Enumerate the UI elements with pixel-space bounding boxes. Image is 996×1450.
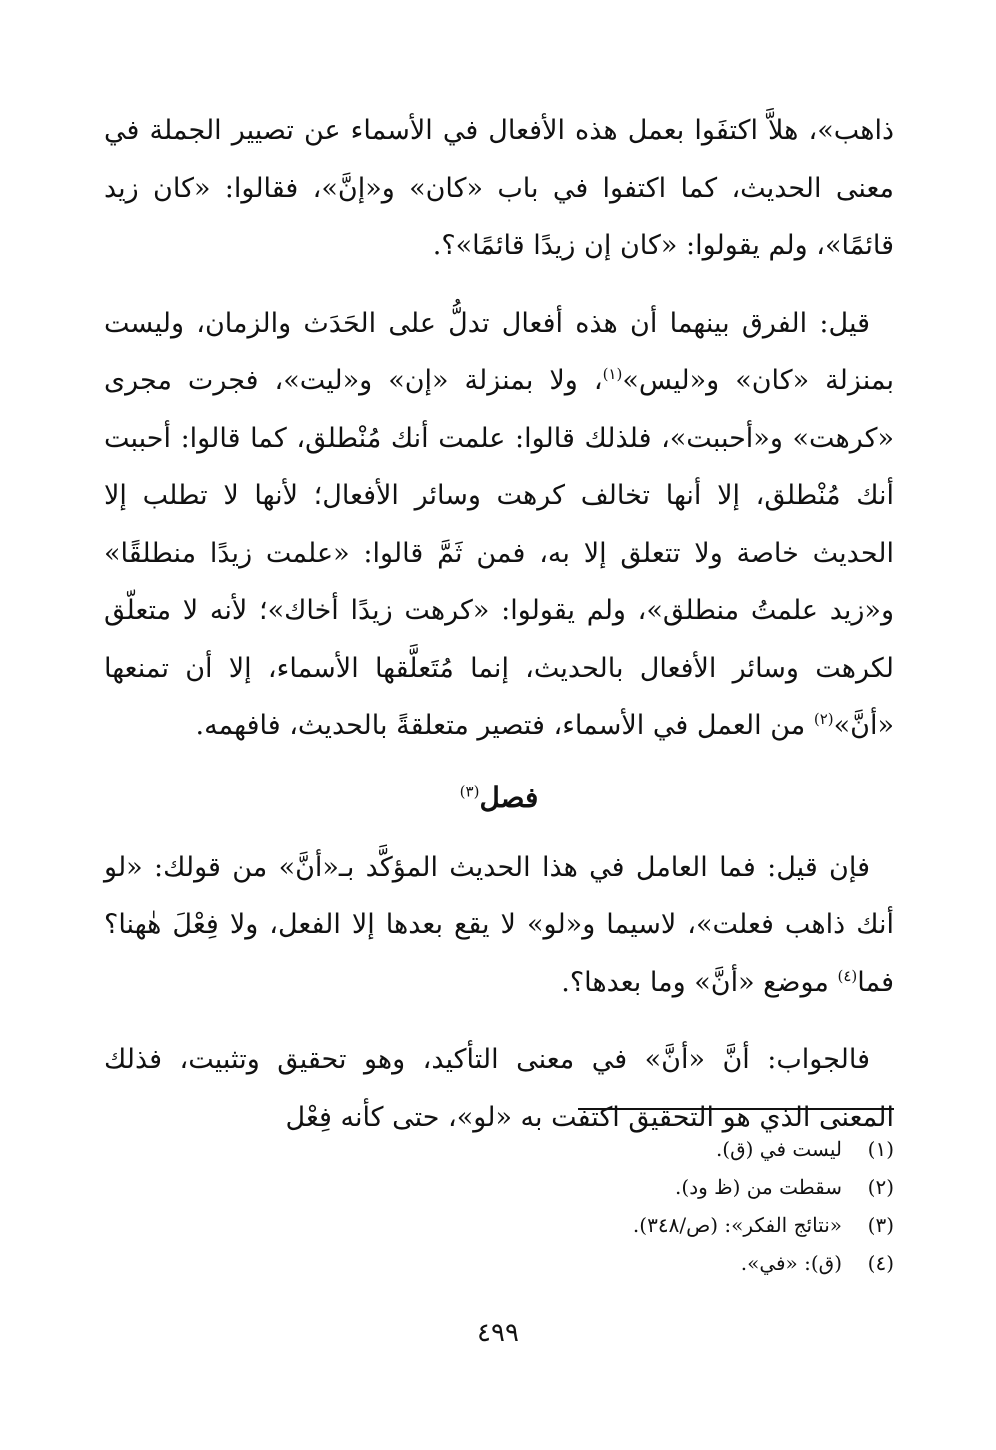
footnote-item	[104, 1168, 894, 1206]
footnote-number: (٢)	[867, 1175, 894, 1199]
footnote-number: (٣)	[867, 1213, 894, 1237]
footnote-item	[104, 1130, 894, 1168]
footnote-ref-3[interactable]: (٣)	[459, 782, 480, 801]
footnote-item	[104, 1206, 894, 1244]
paragraph-3-text-a: فإن قيل: فما العامل في هذا الحديث المؤكَّد بـ«أنَّ» من قولك: «لو أنك ذاهب فعلت»، لاسيما و«لو» لا يقع بعدها إلا الفعل، ولا فِعْلَ هٰهنا؟ فما	[104, 851, 894, 998]
footnote-number: (٤)	[867, 1251, 894, 1275]
footnote-ref-4[interactable]: (٤)	[837, 966, 858, 985]
footnote-text: «نتائج الفكر»: (ص/٣٤٨).	[632, 1213, 842, 1237]
footnote-ref-2[interactable]: (٢)	[813, 710, 834, 728]
paragraph-3	[104, 839, 894, 1012]
paragraph-1: ذاهب»، هلاَّ اكتفَوا بعمل هذه الأفعال في الأسماء عن تصيير الجملة في معنى الحديث، كما اكتفوا في باب «كان» و«إنَّ»، فقالوا: «كان زيد قائمًا»، ولم يقولوا: «كان إن زيدًا قائمًا»؟.	[104, 115, 894, 261]
footnotes-list	[104, 1130, 894, 1282]
footnote-text: (ق): «في».	[740, 1251, 842, 1275]
footnote-number: (١)	[867, 1137, 894, 1161]
paragraph-2-text-b: ، ولا بمنزلة «إن» و«ليت»، فجرت مجرى «كرهت» و«أحببت»، فلذلك قالوا: علمت أنك مُنْطلق، كما قالوا: أحببت أنك مُنْطلق، إلا أنها تخالف كرهت وسائر الأفعال؛ لأنها لا تطلب إلا الحديث خاصة ولا تتعلق إلا به، فمن ثَمَّ قالوا: «علمت زيدًا منطلقًا» و«زيد علمتُ منطلق»، ولم يقولوا: «كرهت زيدًا أخاك»؛ لأنه لا متعلّق لكرهت وسائر الأفعال بالحديث، إنما مُتَعلَّقها الأسماء، إلا أن تمنعها «أنَّ»	[104, 365, 894, 741]
paragraph-2	[104, 295, 894, 755]
page-number: ٤٩٩	[477, 1318, 519, 1348]
paragraph-3-text-b: موضع «أنَّ» وما بعدها؟.	[561, 966, 838, 998]
paragraph-2-text-a: قيل: الفرق بينهما أن هذه أفعال تدلُّ على الحَدَث والزمان، وليست بمنزلة «كان» و«ليس»	[104, 307, 895, 396]
footnote-text: سقطت من (ظ ود).	[675, 1175, 842, 1199]
section-heading	[104, 773, 894, 823]
paragraph-2-text-c: من العمل في الأسماء، فتصير متعلقةً بالحديث، فافهمه.	[195, 710, 814, 741]
paragraph-4: فالجواب: أنَّ «أنَّ» في معنى التأكيد، وهو تحقيق وتثبيت، فذلك المعنى الذي هو التحقيق اكتفت به «لو»، حتى كأنه فِعْل	[104, 1044, 894, 1133]
footnote-item	[104, 1244, 894, 1282]
footnote-ref-1[interactable]: (١)	[602, 365, 623, 383]
footnote-text: ليست في (ق).	[715, 1137, 842, 1161]
footnote-separator	[578, 1108, 894, 1110]
book-page	[104, 102, 894, 1432]
section-heading-text: فصل	[479, 780, 539, 814]
